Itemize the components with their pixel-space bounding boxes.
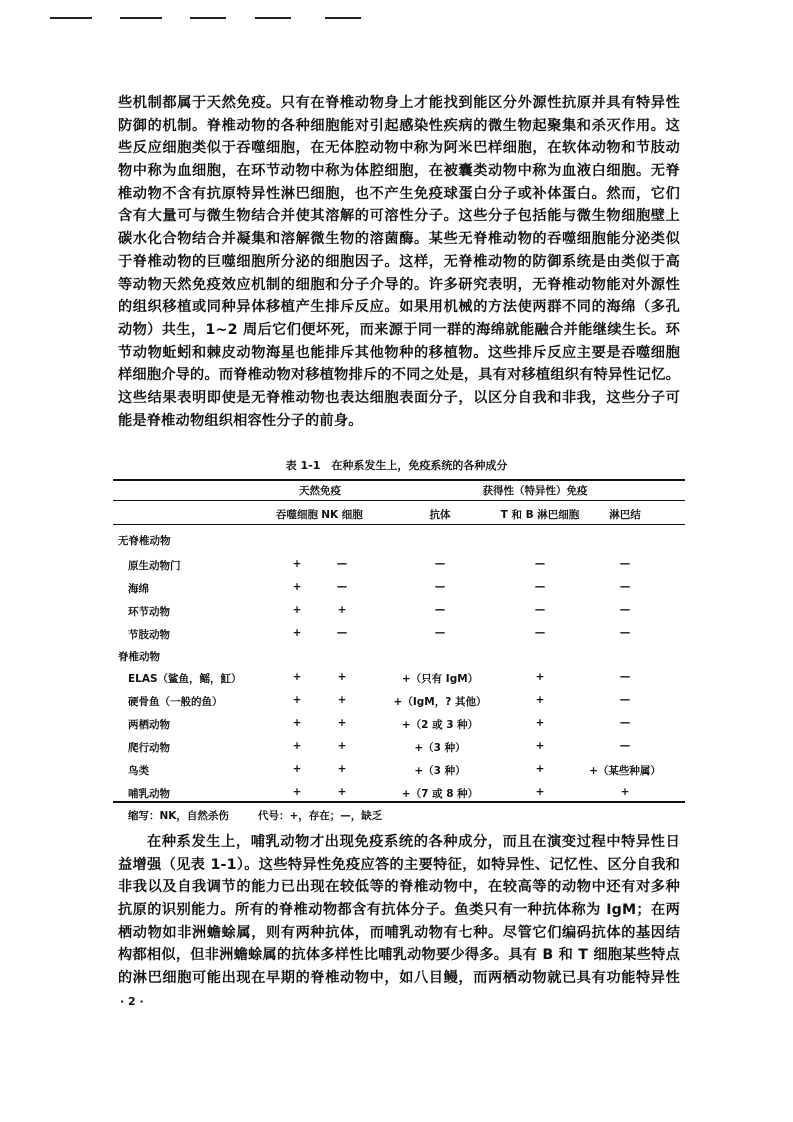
section-title: 脊椎动物	[118, 651, 160, 663]
column-header: 吞噬细胞	[276, 509, 318, 521]
row-label: 鸟类	[128, 765, 149, 777]
table-cell: +	[620, 786, 630, 798]
table-cell: —	[534, 558, 546, 570]
scan-mark	[50, 17, 92, 19]
text-line: 椎动物不含有抗原特异性淋巴细胞，也不产生免疫球蛋白分子或补体蛋白。然而，它们	[118, 185, 680, 202]
table-cell: +	[337, 717, 347, 729]
table-top-rule	[113, 479, 685, 481]
page-number: · 2 ·	[120, 995, 144, 1008]
row-label: 爬行动物	[128, 742, 170, 754]
text-line: 节动物蚯蚓和棘皮动物海星也能排斥其他物种的移植物。这些排斥反应主要是吞噬细胞	[118, 344, 680, 361]
table-cell: —	[619, 627, 631, 639]
scan-mark	[325, 17, 361, 19]
table-cell: +（3 种）	[414, 765, 466, 777]
table-cell: —	[619, 740, 631, 752]
paragraph-1	[118, 92, 680, 432]
group-header-acquired: 获得性（特异性）免疫	[482, 485, 588, 497]
row-label: 海绵	[128, 583, 149, 595]
text-line: 防御的机制。脊椎动物的各种细胞能对引起感染性疾病的微生物起聚集和杀灭作用。这	[118, 117, 680, 134]
table-cell: —	[534, 627, 546, 639]
table-cell: +（2 或 3 种）	[401, 719, 479, 731]
table-caption: 表 1-1 在种系发生上，免疫系统的各种成分	[285, 459, 508, 472]
table-cell: +	[292, 763, 302, 775]
table-cell: +	[292, 786, 302, 798]
text-line: 的淋巴细胞可能出现在早期的脊椎动物中，如八目鳗，而两栖动物就已具有功能特异性	[118, 970, 680, 987]
table-cell: —	[434, 558, 446, 570]
scan-mark	[190, 17, 226, 19]
column-header: T 和 B 淋巴细胞	[500, 509, 580, 521]
text-line: 构都相似，但非洲蟾蜍属的抗体多样性比哺乳动物要少得多。具有 B 和 T 细胞某些特点	[118, 947, 680, 964]
table-cell: —	[619, 581, 631, 593]
table-note-abbrev: 缩写：NK，自然杀伤	[128, 810, 229, 822]
table-cell: —	[619, 604, 631, 616]
column-header: 抗体	[429, 509, 451, 521]
table-cell: +	[337, 694, 347, 706]
table-cell: +	[292, 604, 302, 616]
table-cell: +	[292, 740, 302, 752]
text-line: 在种系发生上，哺乳动物才出现免疫系统的各种成分，而且在演变过程中特异性日	[147, 834, 680, 850]
text-line: 等动物天然免疫效应机制的细胞和分子介导的。许多研究表明，无脊椎动物能对外源性	[118, 276, 680, 293]
table-cell: +	[535, 740, 545, 752]
column-header: NK 细胞	[321, 509, 363, 521]
scan-mark	[120, 17, 162, 19]
table-cell: +（7 或 8 种）	[401, 788, 479, 800]
table-cell: +	[535, 671, 545, 683]
table-cell: —	[619, 694, 631, 706]
text-line: 些机制都属于天然免疫。只有在脊椎动物身上才能找到能区分外源性抗原并具有特异性	[118, 95, 680, 111]
row-label: 环节动物	[128, 606, 170, 618]
table-cell: +（只有 IgM）	[401, 673, 479, 685]
table-cell: +	[292, 694, 302, 706]
table-cell: +	[337, 604, 347, 616]
table-cell: —	[336, 558, 348, 570]
table-header-rule	[113, 524, 685, 525]
table-cell: +	[292, 671, 302, 683]
table-cell: —	[619, 717, 631, 729]
row-label: 原生动物门	[128, 560, 181, 572]
table-cell: +	[337, 786, 347, 798]
table-cell: —	[434, 604, 446, 616]
row-label: 哺乳动物	[128, 788, 170, 800]
table-cell: +（IgM，? 其他）	[393, 696, 487, 708]
text-line: 含有大量可与微生物结合并使其溶解的可溶性分子。这些分子包括能与微生物细胞壁上	[118, 208, 680, 225]
section-title: 无脊椎动物	[118, 535, 171, 547]
text-line: 抗原的识别能力。所有的脊椎动物都含有抗体分子。鱼类只有一种抗体称为 IgM；在两	[118, 902, 680, 919]
table-cell: +	[337, 763, 347, 775]
table-cell: +	[337, 671, 347, 683]
text-line: 样细胞介导的。而脊椎动物对移植物排斥的不同之处是，具有对移植组织有特异性记忆。	[118, 367, 680, 384]
table-cell: +	[337, 740, 347, 752]
row-label: ELAS（鲨鱼，鳐，魟）	[128, 673, 242, 685]
table-cell: +	[292, 558, 302, 570]
table-cell: +	[535, 786, 545, 798]
text-line: 于脊椎动物的巨噬细胞所分泌的细胞因子。这样，无脊椎动物的防御系统是由类似于高	[118, 253, 680, 270]
table-cell: —	[534, 604, 546, 616]
group-header-innate: 天然免疫	[299, 485, 341, 497]
text-line: 些反应细胞类似于吞噬细胞，在无体腔动物中称为阿米巴样细胞，在软体动物和节肢动	[118, 140, 680, 157]
table-cell: +（3 种）	[414, 742, 466, 754]
table-cell: —	[434, 627, 446, 639]
table-cell: +	[535, 763, 545, 775]
text-line: 栖动物如非洲蟾蜍属，则有两种抗体，而哺乳动物有七种。尽管它们编码抗体的基因结	[118, 924, 680, 941]
text-line: 能是脊椎动物组织相容性分子的前身。	[118, 412, 363, 429]
text-line: 益增强（见表 1-1）。这些特异性免疫应答的主要特征，如特异性、记忆性、区分自我和	[118, 856, 680, 873]
scan-mark	[255, 17, 291, 19]
column-header: 淋巴结	[609, 509, 641, 521]
table-cell: +（某些种属）	[589, 765, 661, 777]
table-cell: +	[535, 694, 545, 706]
paragraph-2	[118, 831, 680, 990]
table-cell: —	[336, 581, 348, 593]
row-label: 节肢动物	[128, 629, 170, 641]
table-cell: —	[619, 558, 631, 570]
table-cell: +	[535, 717, 545, 729]
text-line: 的组织移植或同种异体移植产生排斥反应。如果用机械的方法使两群不同的海绵（多孔	[118, 299, 680, 316]
text-line: 这些结果表明即使是无脊椎动物也表达细胞表面分子，以区分自我和非我，这些分子可	[118, 389, 680, 406]
table-note-symbols: 代号：+，存在；—，缺乏	[258, 810, 383, 822]
table-cell: +	[292, 717, 302, 729]
table-cell: —	[336, 627, 348, 639]
text-line: 非我以及自我调节的能力已出现在较低等的脊椎动物中，在较高等的动物中还有对多种	[118, 879, 680, 896]
row-label: 硬骨鱼（一般的鱼）	[128, 696, 223, 708]
row-label: 两栖动物	[128, 719, 170, 731]
table-group-rule	[113, 500, 685, 501]
table-cell: —	[434, 581, 446, 593]
table-cell: —	[619, 671, 631, 683]
table-bottom-rule	[113, 801, 685, 803]
text-line: 物中称为血细胞，在环节动物中称为体腔细胞，在被囊类动物中称为血液白细胞。无脊	[118, 163, 680, 180]
table-cell: +	[292, 627, 302, 639]
text-line: 碳水化合物结合并凝集和溶解微生物的溶菌酶。某些无脊椎动物的吞噬细胞能分泌类似	[118, 231, 680, 248]
table-cell: —	[534, 581, 546, 593]
text-line: 动物）共生，1~2 周后它们便坏死，而来源于同一群的海绵就能融合并能继续生长。环	[118, 321, 680, 338]
table-cell: +	[292, 581, 302, 593]
